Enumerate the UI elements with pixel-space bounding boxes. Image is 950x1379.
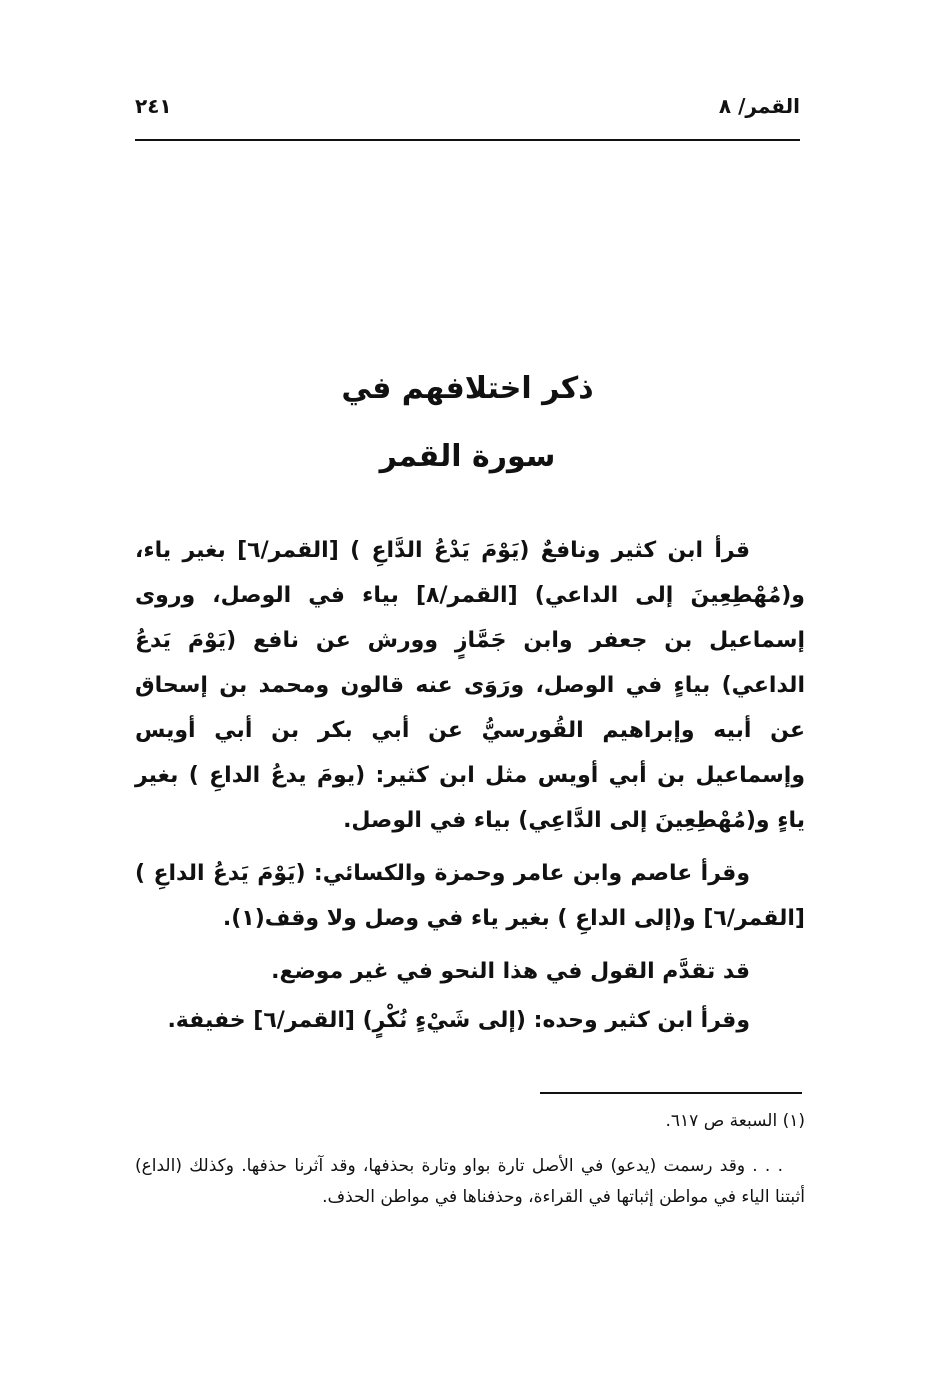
footnote-1: (١) السبعة ص ٦١٧. (665, 1111, 805, 1131)
page-header (135, 92, 800, 128)
header-rule (135, 139, 800, 141)
paragraph-1: قرأ ابن كثير ونافعٌ (يَوْمَ يَدْعُ الدَّاعِ ) [القمر/٦] بغير ياء، و(مُهْطِعِينَ إلى الداعي) [القمر/٨] بياء في الوصل، وروى إسماعيل بن جعفر وابن جَمَّازٍ وورش عن نافع (يَوْمَ يَدعُ الداعي) بياءٍ في الوصل، ورَوَى عنه قالون ومحمد بن إسحاق عن أبيه وإبراهيم القُورسيُّ عن أبي بكر بن أبي أويس وإسماعيل بن أبي أويس مثل ابن كثير: (يومَ يدعُ الداعِ ) بغير ياءٍ و(مُهْطِعِينَ إلى الدَّاعِي) بياء في الوصل. (135, 538, 805, 833)
chapter-title (135, 355, 800, 491)
page-number: ٢٤١ (135, 94, 172, 118)
chapter-title-line-2: سورة القمر (379, 439, 556, 474)
footnotes (135, 1106, 805, 1213)
paragraph-3: قد تقدَّم القول في هذا النحو في غير موضع. (271, 959, 750, 984)
footnote-rule (540, 1092, 802, 1094)
paragraph-4: وقرأ ابن كثير وحده: (إلى شَيْءٍ نُكْرٍ) [القمر/٦] خفيفة. (167, 1008, 750, 1033)
running-head: القمر/ ٨ (718, 94, 800, 118)
main-text (135, 528, 805, 1047)
footnote-continuation: . . . وقد رسمت (يدعو) في الأصل تارة بواو وتارة بحذفها، وقد آثرنا حذفها. وكذلك (الداع) أثبتنا الياء في مواطن إثباتها في القراءة، وحذفناها في مواطن الحذف. (135, 1156, 805, 1207)
paragraph-2: وقرأ عاصم وابن عامر وحمزة والكسائي: (يَوْمَ يَدعُ الداعِ ) [القمر/٦] و(إلى الداعِ ) بغير ياء في وصل ولا وقف(١). (135, 861, 805, 931)
chapter-title-line-1: ذكر اختلافهم في (341, 371, 594, 406)
